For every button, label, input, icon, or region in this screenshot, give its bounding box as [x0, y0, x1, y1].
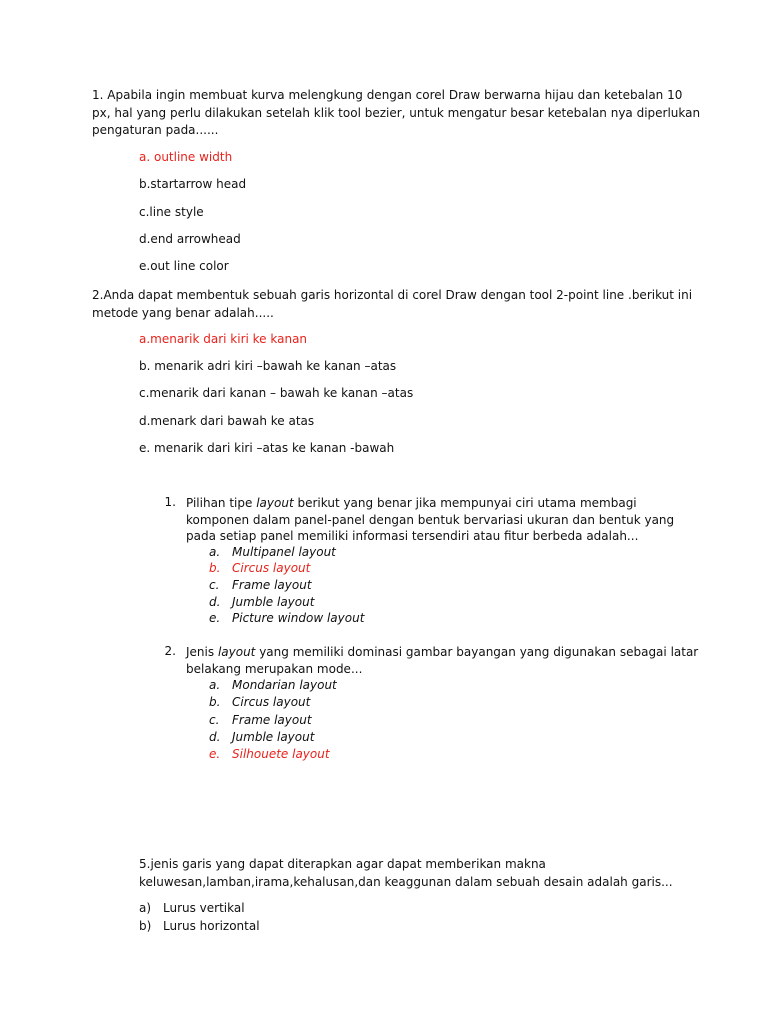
question-5-option-a: Lurus vertikal [163, 901, 245, 915]
question-4-option-e-letter: e. [209, 747, 221, 761]
question-4 [186, 644, 698, 677]
question-4-line-1-end: yang memiliki dominasi gambar bayangan yang digunakan sebagai latar [255, 645, 699, 659]
question-4-option-b: Circus layout [232, 695, 311, 709]
question-1-option-b: b.startarrow head [139, 177, 247, 191]
question-5-option-a-letter: a) [139, 901, 152, 915]
question-2-line-2: metode yang benar adalah..... [92, 305, 274, 320]
question-3-line-1 [186, 495, 674, 512]
question-4-line-2: belakang merupakan mode... [186, 661, 363, 676]
question-3-option-c: Frame layout [232, 578, 312, 592]
question-1-line-1: 1. Apabila ingin membuat kurva melengkung dengan corel Draw berwarna hijau dan ketebalan 10 [92, 88, 683, 102]
question-4-option-d-letter: d. [209, 730, 221, 744]
question-4-line-1 [186, 644, 698, 661]
question-1-line-3: pengaturan pada...... [92, 123, 219, 137]
question-4-number: 2. [164, 644, 176, 658]
question-4-line-1-start: Jenis [186, 645, 218, 659]
question-3 [186, 495, 674, 545]
question-1-line-2: px, hal yang perlu dilakukan setelah klik tool bezier, untuk mengatur besar ketebalan nya diperlukan [92, 105, 701, 120]
question-4-option-a: Mondarian layout [232, 678, 337, 692]
question-3-option-c-letter: c. [209, 578, 220, 592]
question-3-option-d-letter: d. [209, 595, 221, 609]
question-3-number: 1. [164, 495, 176, 509]
question-4-option-c: Frame layout [232, 713, 312, 727]
question-2-option-c: c.menarik dari kanan – bawah ke kanan –atas [139, 386, 414, 400]
question-5 [139, 856, 673, 891]
question-1-option-e: e.out line color [139, 259, 229, 273]
question-2-option-e: e. menarik dari kiri –atas ke kanan -bawah [139, 441, 395, 455]
question-1-option-d: d.end arrowhead [139, 232, 241, 246]
question-5-line-1: 5.jenis garis yang dapat diterapkan agar dapat memberikan makna [139, 857, 546, 871]
question-3-line-1-end: berikut yang benar jika mempunyai ciri utama membagi [293, 496, 637, 510]
question-2-option-b: b. menarik adri kiri –bawah ke kanan –atas [139, 359, 397, 373]
question-3-option-b-letter: b. [209, 561, 221, 575]
question-4-option-a-letter: a. [209, 678, 221, 692]
question-4-option-e: Silhouete layout [232, 747, 330, 761]
question-3-option-d: Jumble layout [232, 595, 315, 609]
question-4-option-b-letter: b. [209, 695, 221, 709]
question-1-option-a: a. outline width [139, 150, 233, 164]
question-3-option-e: Picture window layout [232, 611, 365, 625]
question-3-option-b: Circus layout [232, 561, 311, 575]
question-5-option-b: Lurus horizontal [163, 919, 260, 933]
question-3-option-a: Multipanel layout [232, 545, 336, 559]
question-2-option-a: a.menarik dari kiri ke kanan [139, 332, 308, 346]
question-2-line-1: 2.Anda dapat membentuk sebuah garis horizontal di corel Draw dengan tool 2-point line .berikut ini [92, 288, 693, 302]
question-3-line-2: komponen dalam panel-panel dengan bentuk bervariasi ukuran dan bentuk yang [186, 512, 675, 527]
question-3-line-3: pada setiap panel memiliki informasi tersendiri atau fitur berbeda adalah... [186, 529, 639, 543]
question-3-option-a-letter: a. [209, 545, 221, 559]
question-2 [92, 287, 692, 322]
question-3-option-e-letter: e. [209, 611, 221, 625]
question-4-option-c-letter: c. [209, 713, 220, 727]
question-5-option-b-letter: b) [139, 919, 152, 933]
question-2-option-d: d.menark dari bawah ke atas [139, 414, 315, 428]
question-4-option-d: Jumble layout [232, 730, 315, 744]
question-1 [92, 87, 700, 140]
question-1-option-c: c.line style [139, 205, 204, 219]
question-3-line-1-italic: layout [256, 496, 294, 510]
question-4-line-1-italic: layout [217, 645, 256, 659]
question-5-line-2: keluwesan,lamban,irama,kehalusan,dan keaggunan dalam sebuah desain adalah garis... [139, 874, 673, 889]
question-3-line-1-start: Pilihan tipe [186, 496, 257, 510]
